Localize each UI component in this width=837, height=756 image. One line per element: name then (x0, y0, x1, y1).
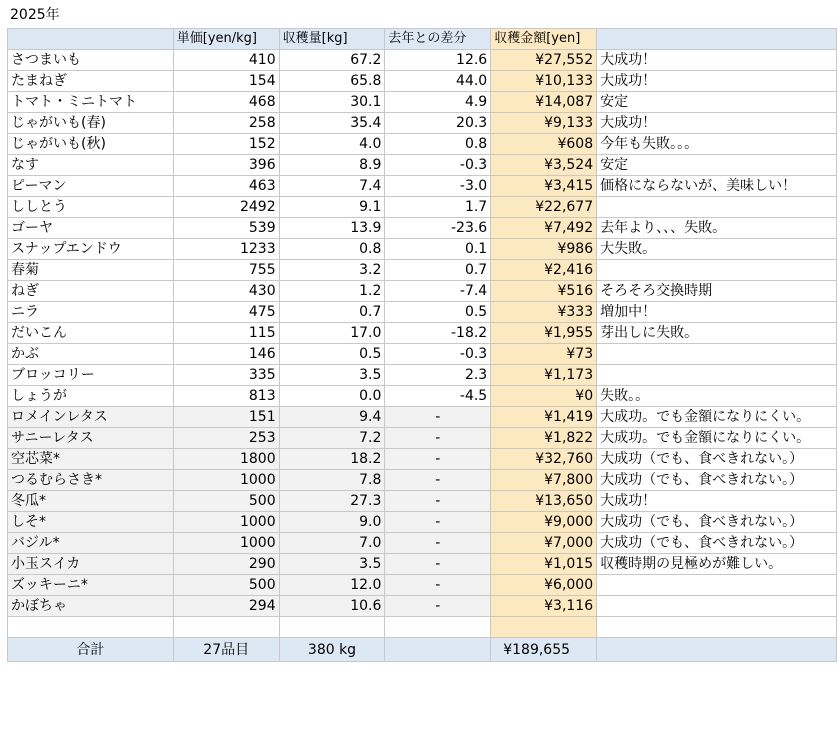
cell-note[interactable]: 安定 (597, 92, 837, 113)
cell-note[interactable]: 価格にならないが、美味しい！ (597, 176, 837, 197)
cell-note[interactable]: 大成功！ (597, 113, 837, 134)
cell-name[interactable]: スナップエンドウ (8, 239, 174, 260)
table-row (8, 134, 837, 155)
cell-diff[interactable]: -0.3 (385, 344, 491, 365)
cell-amount[interactable]: ¥9,000 (491, 512, 597, 533)
table-row (8, 386, 837, 407)
cell-price[interactable]: 430 (173, 281, 279, 302)
total-amount-cell[interactable]: ¥189,655 (491, 638, 597, 662)
table-row (8, 281, 837, 302)
cell-qty[interactable]: 65.8 (279, 71, 385, 92)
table-row (8, 197, 837, 218)
cell-price[interactable]: 475 (173, 302, 279, 323)
cell-diff[interactable]: -3.0 (385, 176, 491, 197)
cell-diff[interactable]: 0.1 (385, 239, 491, 260)
cell-amount[interactable]: ¥2,416 (491, 260, 597, 281)
title-row (0, 0, 837, 28)
cell-diff[interactable]: - (385, 554, 491, 575)
cell-qty[interactable]: 1.2 (279, 281, 385, 302)
header-cell-qty[interactable]: 収穫量[kg] (279, 29, 385, 50)
cell-diff[interactable]: 0.8 (385, 134, 491, 155)
cell-name[interactable]: サニーレタス (8, 428, 174, 449)
table-row (8, 365, 837, 386)
empty-cell[interactable] (385, 617, 491, 638)
cell-note[interactable]: 芽出しに失敗。 (597, 323, 837, 344)
cell-note[interactable]: 大成功！ (597, 50, 837, 71)
cell-note[interactable]: 大成功（でも、食べきれない。） (597, 449, 837, 470)
cell-amount[interactable]: ¥27,552 (491, 50, 597, 71)
cell-qty[interactable]: 7.0 (279, 533, 385, 554)
cell-price[interactable]: 1000 (173, 533, 279, 554)
cell-diff[interactable]: - (385, 512, 491, 533)
total-qty-cell[interactable]: 380 kg (279, 638, 385, 662)
cell-diff[interactable]: - (385, 428, 491, 449)
cell-note[interactable]: 失敗。。 (597, 386, 837, 407)
header-cell-name[interactable] (8, 29, 174, 50)
cell-name[interactable]: ししとう (8, 197, 174, 218)
cell-name[interactable]: じゃがいも(秋) (8, 134, 174, 155)
cell-qty[interactable]: 67.2 (279, 50, 385, 71)
cell-name[interactable]: トマト・ミニトマト (8, 92, 174, 113)
cell-price[interactable]: 1000 (173, 512, 279, 533)
cell-amount[interactable]: ¥22,677 (491, 197, 597, 218)
cell-amount[interactable]: ¥1,015 (491, 554, 597, 575)
table-row (8, 470, 837, 491)
total-label-cell[interactable]: 合計 (8, 638, 174, 662)
cell-diff[interactable]: - (385, 533, 491, 554)
cell-qty[interactable]: 18.2 (279, 449, 385, 470)
cell-qty[interactable]: 17.0 (279, 323, 385, 344)
cell-amount[interactable]: ¥1,822 (491, 428, 597, 449)
table-row (8, 407, 837, 428)
cell-name[interactable]: しそ* (8, 512, 174, 533)
cell-amount[interactable]: ¥3,415 (491, 176, 597, 197)
cell-price[interactable]: 463 (173, 176, 279, 197)
cell-diff[interactable]: -7.4 (385, 281, 491, 302)
cell-diff[interactable]: - (385, 407, 491, 428)
cell-diff[interactable]: - (385, 575, 491, 596)
cell-note[interactable]: 大成功！ (597, 71, 837, 92)
cell-qty[interactable]: 0.0 (279, 386, 385, 407)
header-cell-diff[interactable]: 去年との差分 (385, 29, 491, 50)
table-row (8, 554, 837, 575)
cell-diff[interactable]: -4.5 (385, 386, 491, 407)
header-row (8, 29, 837, 50)
cell-name[interactable]: しょうが (8, 386, 174, 407)
table-row (8, 491, 837, 512)
cell-diff[interactable]: 12.6 (385, 50, 491, 71)
cell-qty[interactable]: 7.8 (279, 470, 385, 491)
cell-price[interactable]: 2492 (173, 197, 279, 218)
table-row (8, 176, 837, 197)
empty-cell[interactable] (173, 617, 279, 638)
cell-qty[interactable]: 0.7 (279, 302, 385, 323)
cell-diff[interactable]: - (385, 449, 491, 470)
cell-name[interactable]: たまねぎ (8, 71, 174, 92)
cell-amount[interactable]: ¥1,955 (491, 323, 597, 344)
cell-note[interactable]: 大成功（でも、食べきれない。） (597, 533, 837, 554)
table-row (8, 92, 837, 113)
cell-note[interactable]: 大失敗。 (597, 239, 837, 260)
cell-diff[interactable]: 0.5 (385, 302, 491, 323)
cell-name[interactable]: じゃがいも(春) (8, 113, 174, 134)
cell-diff[interactable]: 4.9 (385, 92, 491, 113)
cell-price[interactable]: 253 (173, 428, 279, 449)
cell-price[interactable]: 290 (173, 554, 279, 575)
cell-amount[interactable]: ¥7,800 (491, 470, 597, 491)
cell-note[interactable]: 安定 (597, 155, 837, 176)
blank-row (8, 617, 837, 638)
empty-cell[interactable] (279, 617, 385, 638)
table-body (8, 29, 837, 662)
cell-price[interactable]: 154 (173, 71, 279, 92)
cell-qty[interactable]: 0.5 (279, 344, 385, 365)
cell-note[interactable]: 大成功。でも金額になりにくい。 (597, 407, 837, 428)
cell-amount[interactable]: ¥1,419 (491, 407, 597, 428)
cell-diff[interactable]: - (385, 470, 491, 491)
table-row (8, 239, 837, 260)
table-row (8, 71, 837, 92)
cell-diff[interactable]: -23.6 (385, 218, 491, 239)
table-row (8, 596, 837, 617)
cell-note[interactable] (597, 197, 837, 218)
cell-name[interactable]: 冬瓜* (8, 491, 174, 512)
table-row (8, 218, 837, 239)
cell-note[interactable]: 大成功（でも、食べきれない。） (597, 470, 837, 491)
cell-name[interactable]: ピーマン (8, 176, 174, 197)
table-row (8, 302, 837, 323)
cell-amount[interactable]: ¥7,000 (491, 533, 597, 554)
cell-name[interactable]: かぶ (8, 344, 174, 365)
sheet-title-cell[interactable]: 2025年 (10, 7, 60, 23)
cell-price[interactable]: 500 (173, 575, 279, 596)
table-row (8, 344, 837, 365)
header-cell-amount[interactable]: 収穫金額[yen] (491, 29, 597, 50)
total-row (8, 638, 837, 662)
cell-price[interactable]: 396 (173, 155, 279, 176)
cell-name[interactable]: ねぎ (8, 281, 174, 302)
cell-amount[interactable]: ¥986 (491, 239, 597, 260)
cell-diff[interactable]: 44.0 (385, 71, 491, 92)
cell-qty[interactable]: 7.2 (279, 428, 385, 449)
cell-note[interactable] (597, 596, 837, 617)
cell-qty[interactable]: 13.9 (279, 218, 385, 239)
cell-qty[interactable]: 9.4 (279, 407, 385, 428)
table-row (8, 575, 837, 596)
cell-qty[interactable]: 8.9 (279, 155, 385, 176)
cell-price[interactable]: 152 (173, 134, 279, 155)
cell-amount[interactable]: ¥516 (491, 281, 597, 302)
cell-amount[interactable]: ¥1,173 (491, 365, 597, 386)
empty-cell[interactable] (491, 617, 597, 638)
cell-qty[interactable]: 7.4 (279, 176, 385, 197)
cell-price[interactable]: 294 (173, 596, 279, 617)
cell-qty[interactable]: 0.8 (279, 239, 385, 260)
cell-name[interactable]: ゴーヤ (8, 218, 174, 239)
cell-price[interactable]: 115 (173, 323, 279, 344)
cell-note[interactable]: 大成功（でも、食べきれない。） (597, 512, 837, 533)
table-row (8, 50, 837, 71)
table-row (8, 323, 837, 344)
total-note-cell[interactable] (597, 638, 837, 662)
header-cell-note[interactable] (597, 29, 837, 50)
cell-qty[interactable]: 27.3 (279, 491, 385, 512)
cell-diff[interactable]: 0.7 (385, 260, 491, 281)
table-row (8, 512, 837, 533)
cell-qty[interactable]: 3.5 (279, 554, 385, 575)
cell-diff[interactable]: - (385, 491, 491, 512)
cell-note[interactable]: 大成功。でも金額になりにくい。 (597, 428, 837, 449)
cell-diff[interactable]: 1.7 (385, 197, 491, 218)
total-items-cell[interactable]: 27品目 (173, 638, 279, 662)
cell-diff[interactable]: -18.2 (385, 323, 491, 344)
cell-name[interactable]: 空芯菜* (8, 449, 174, 470)
cell-qty[interactable]: 30.1 (279, 92, 385, 113)
cell-note[interactable] (597, 575, 837, 596)
total-diff-cell[interactable] (385, 638, 491, 662)
cell-amount[interactable]: ¥608 (491, 134, 597, 155)
cell-diff[interactable]: 20.3 (385, 113, 491, 134)
cell-price[interactable]: 335 (173, 365, 279, 386)
cell-note[interactable]: そろそろ交換時期 (597, 281, 837, 302)
cell-qty[interactable]: 10.6 (279, 596, 385, 617)
empty-cell[interactable] (597, 617, 837, 638)
cell-note[interactable]: 収穫時期の見極めが難しい。 (597, 554, 837, 575)
table-row (8, 113, 837, 134)
cell-name[interactable]: ブロッコリー (8, 365, 174, 386)
cell-amount[interactable]: ¥73 (491, 344, 597, 365)
cell-amount[interactable]: ¥10,133 (491, 71, 597, 92)
cell-name[interactable]: ロメインレタス (8, 407, 174, 428)
table-row (8, 260, 837, 281)
cell-name[interactable]: かぼちゃ (8, 596, 174, 617)
cell-amount[interactable]: ¥3,524 (491, 155, 597, 176)
cell-price[interactable]: 146 (173, 344, 279, 365)
cell-qty[interactable]: 35.4 (279, 113, 385, 134)
table-row (8, 449, 837, 470)
cell-amount[interactable]: ¥6,000 (491, 575, 597, 596)
cell-name[interactable]: バジル* (8, 533, 174, 554)
cell-price[interactable]: 1800 (173, 449, 279, 470)
cell-name[interactable]: さつまいも (8, 50, 174, 71)
cell-note[interactable]: 去年より、、、失敗。 (597, 218, 837, 239)
cell-price[interactable]: 258 (173, 113, 279, 134)
cell-price[interactable]: 410 (173, 50, 279, 71)
cell-amount[interactable]: ¥9,133 (491, 113, 597, 134)
cell-amount[interactable]: ¥32,760 (491, 449, 597, 470)
table-row (8, 533, 837, 554)
cell-note[interactable]: 今年も失敗。。。 (597, 134, 837, 155)
cell-amount[interactable]: ¥7,492 (491, 218, 597, 239)
cell-note[interactable] (597, 365, 837, 386)
cell-price[interactable]: 151 (173, 407, 279, 428)
cell-note[interactable] (597, 260, 837, 281)
cell-diff[interactable]: - (385, 596, 491, 617)
cell-amount[interactable]: ¥3,116 (491, 596, 597, 617)
cell-qty[interactable]: 3.5 (279, 365, 385, 386)
cell-name[interactable]: ニラ (8, 302, 174, 323)
cell-price[interactable]: 539 (173, 218, 279, 239)
cell-diff[interactable]: 2.3 (385, 365, 491, 386)
cell-amount[interactable]: ¥13,650 (491, 491, 597, 512)
cell-name[interactable]: つるむらさき* (8, 470, 174, 491)
cell-qty[interactable]: 12.0 (279, 575, 385, 596)
cell-note[interactable]: 大成功！ (597, 491, 837, 512)
cell-qty[interactable]: 9.0 (279, 512, 385, 533)
cell-qty[interactable]: 3.2 (279, 260, 385, 281)
cell-name[interactable]: 春菊 (8, 260, 174, 281)
cell-qty[interactable]: 9.1 (279, 197, 385, 218)
cell-name[interactable]: なす (8, 155, 174, 176)
cell-name[interactable]: 小玉スイカ (8, 554, 174, 575)
cell-price[interactable]: 468 (173, 92, 279, 113)
header-cell-price[interactable]: 単価[yen/kg] (173, 29, 279, 50)
cell-price[interactable]: 1233 (173, 239, 279, 260)
cell-note[interactable]: 増加中！ (597, 302, 837, 323)
cell-note[interactable] (597, 344, 837, 365)
cell-amount[interactable]: ¥14,087 (491, 92, 597, 113)
cell-name[interactable]: だいこん (8, 323, 174, 344)
cell-price[interactable]: 755 (173, 260, 279, 281)
harvest-table (7, 28, 837, 662)
cell-price[interactable]: 1000 (173, 470, 279, 491)
table-row (8, 428, 837, 449)
empty-cell[interactable] (8, 617, 174, 638)
table-row (8, 155, 837, 176)
cell-qty[interactable]: 4.0 (279, 134, 385, 155)
cell-amount[interactable]: ¥0 (491, 386, 597, 407)
cell-name[interactable]: ズッキーニ* (8, 575, 174, 596)
cell-price[interactable]: 813 (173, 386, 279, 407)
cell-amount[interactable]: ¥333 (491, 302, 597, 323)
cell-diff[interactable]: -0.3 (385, 155, 491, 176)
cell-price[interactable]: 500 (173, 491, 279, 512)
